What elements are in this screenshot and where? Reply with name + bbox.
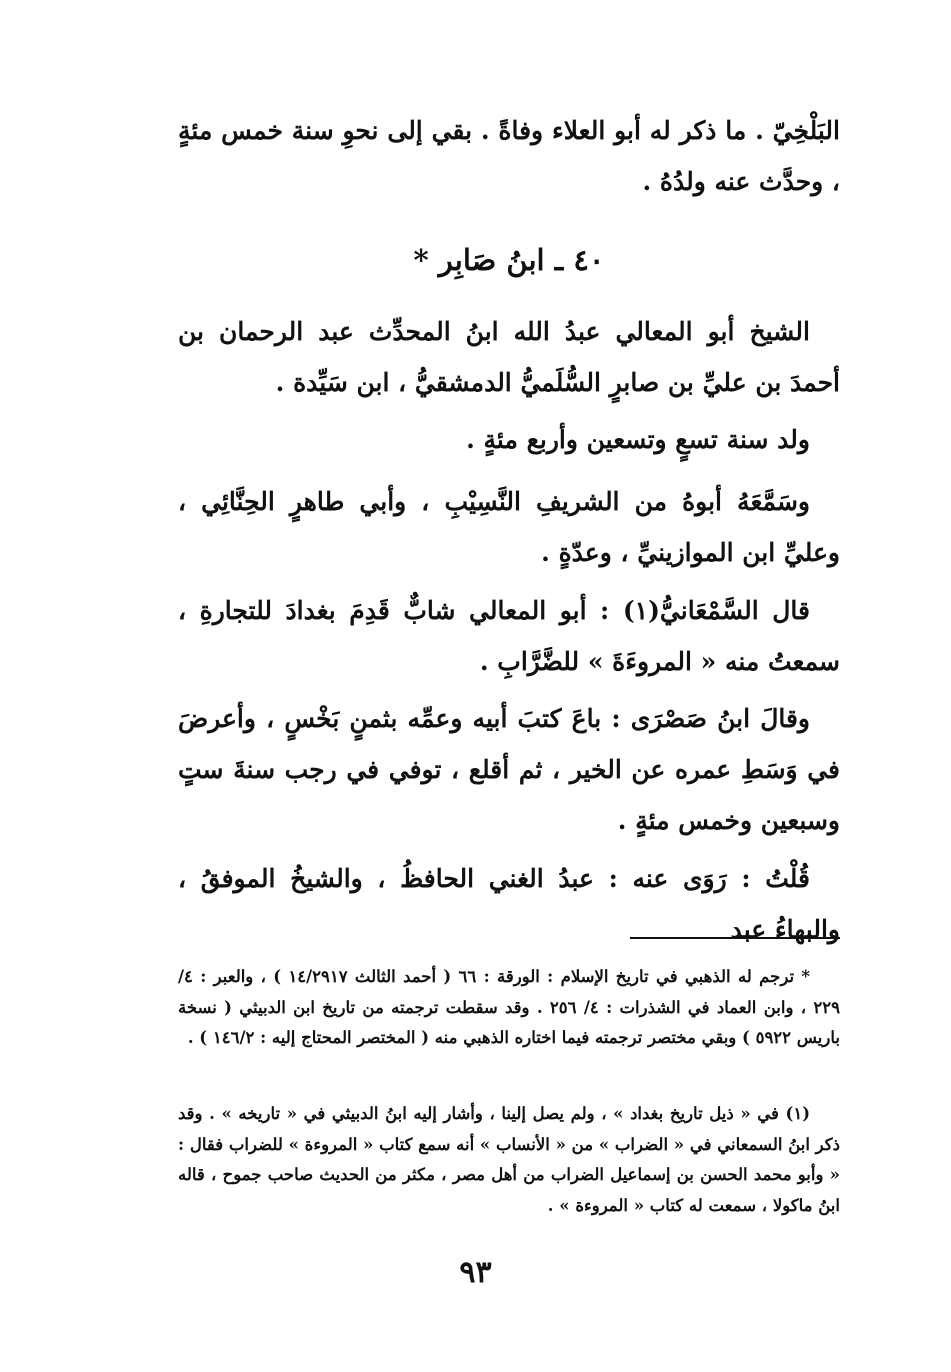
entry-paragraph-narrators: قُلْتُ : رَوَى عنه : عبدُ الغني الحافظُ ، والشيخُ الموفقُ ، والبهاءُ عبد [178,864,840,944]
page-number: ٩٣ [459,1255,492,1290]
entry-paragraph-samani-quote: قال السَّمْعَانيُّ(١) : أبو المعالي شابٌّ قَدِمَ بغدادَ للتجارةِ ، سمعتُ منه « المروءَةَ » للضَّرَّابِ . [178,596,840,676]
entry-paragraph-name: الشيخ أبو المعالي عبدُ الله ابنُ المحدِّث عبد الرحمان بن أحمدَ بن عليِّ بن صابرٍ السُّلَميُّ الدمشقيُّ ، ابن سَيِّدة . [178,317,840,397]
footnote-1: (١) في « ذيل تاريخ بغداد » ، ولم يصل إلينا ، وأشار إليه ابنُ الدبيثي في « تاريخه » . وقد ذكر ابنُ السمعاني في « الضراب » من « الأنساب » أنه سمع كتاب « المروءة » للضراب فقال : « وأبو محمد الحسن بن إسماعيل الضراب من أهل مصر ، مكثر من الحديث صاحب جموح ، قاله ابنُ ماكولا ، سمعت له كتاب « المروءة » . [178,1104,840,1215]
continuation-paragraph: البَلْخِيّ . ما ذكر له أبو العلاء وفاةً . بقي إلى نحوِ سنة خمس مئةٍ ، وحدَّث عنه ولدُهُ . [178,116,840,196]
entry-paragraph-birth: ولد سنة تسعٍ وتسعين وأربع مئةٍ . [466,425,810,454]
footnote-sources: * ترجم له الذهبي في تاريخ الإسلام : الورقة : ٦٦ ( أحمد الثالث ١٤/٢٩١٧ ) ، والعبر : ٤/ ٢٢٩ ، وابن العماد في الشذرات : ٤/ ٢٥٦ . وقد سقطت ترجمته من تاريخ ابن الدبيثي ( نسخة باريس ٥٩٢٢ ) وبقي مختصر ترجمته فيما اختاره الذهبي منه ( المختصر المحتاج إليه : ١٤٦/٢ ) . [178,967,840,1047]
footnote-divider [630,937,840,939]
entry-paragraph-teachers: وسَمَّعَهُ أبوهُ من الشريفِ النَّسِيْبِ ، وأبي طاهرٍ الحِنَّائِي ، وعليِّ ابن الموازينيِّ ، وعدّةٍ . [178,487,840,567]
entry-heading: ٤٠ ـ ابنُ صَابِر * [413,243,605,277]
entry-paragraph-sasra-quote: وقالَ ابنُ صَصْرَى : باعَ كتبَ أبيه وعمِّه بثمنٍ بَخْسٍ ، وأعرضَ في وَسَطِ عمره عن الخير ، ثم أقلع ، توفي في رجب سنةَ ستٍ وسبعين وخمس مئةٍ . [178,704,840,835]
